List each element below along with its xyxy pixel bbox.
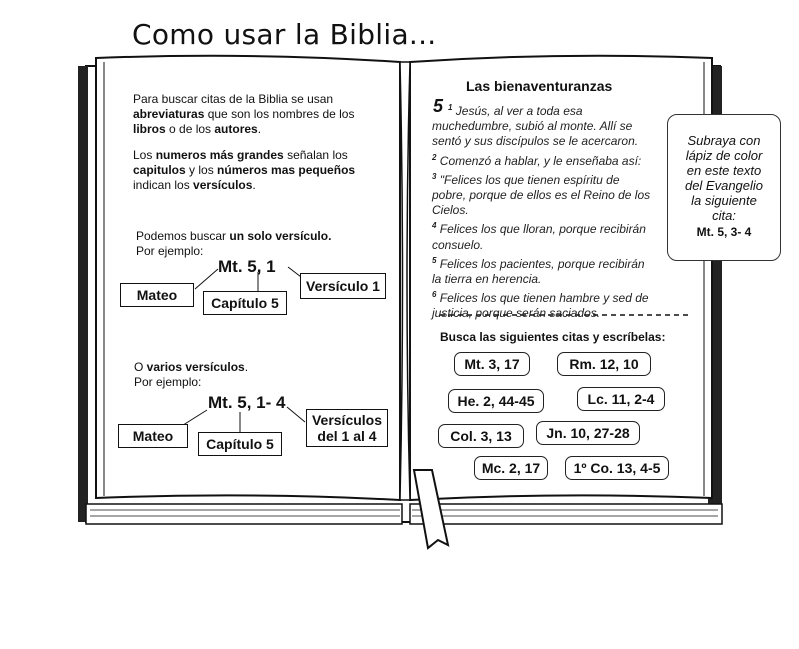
verse-number: 4 (432, 221, 437, 231)
verse-number: 3 (432, 171, 437, 181)
chapter-number: 5 (433, 96, 444, 116)
verse-number: 1 (448, 103, 453, 112)
verse-line: $^2$ Comenzó a hablar, y le enseñaba así: (432, 152, 642, 168)
citation-box: Rm. 12, 10 (557, 352, 651, 376)
verse-line: muchedumbre, subió al monte. Allí se (432, 119, 633, 134)
verse-number: 2 (432, 152, 437, 162)
note-line: del Evangelio (684, 178, 764, 193)
instruction-note (667, 114, 781, 261)
citation-box: Col. 3, 13 (438, 424, 524, 448)
multiple-reference: Mt. 5, 1- 4 (208, 393, 286, 412)
verse-line: $^5$ Felices los pacientes, porque recibirán (432, 255, 645, 271)
note-line: en este texto (686, 163, 762, 178)
section-heading: Las bienaventuranzas (466, 78, 613, 94)
note-line: Subraya con (687, 133, 761, 148)
exercise-title: Busca las siguientes citas y escríbelas: (440, 330, 666, 344)
citation-box: Mc. 2, 17 (474, 456, 548, 480)
note-reference: Mt. 5, 3- 4 (696, 225, 752, 239)
page-title: Como usar la Biblia... (132, 18, 437, 51)
book-label: Mateo (120, 283, 194, 307)
intro-text: Para buscar citas de la Biblia se usan abreviaturas que son los nombres de los libros o de los autores. (133, 92, 355, 136)
verse-line: la tierra en herencia. (432, 272, 542, 287)
verse-number: 5 (432, 255, 437, 265)
verse-label: Versículo 1 (300, 273, 386, 299)
verse-line: pobre, porque de ellos es el Reino de los (432, 188, 651, 203)
citation-box: 1º Co. 13, 4-5 (565, 456, 669, 480)
verse-line: $^6$ Felices los que tienen hambre y sed de (432, 290, 649, 306)
chapter-label: Capítulo 5 (198, 432, 282, 456)
citation-box: Mt. 3, 17 (454, 352, 530, 376)
verse-line: consuelo. (432, 237, 484, 252)
verse-line: Cielos. (432, 203, 469, 218)
citation-box: He. 2, 44-45 (448, 389, 544, 413)
gospel-text (432, 100, 662, 322)
verse-line: $^1$ Jesús, al ver a toda esa (448, 103, 583, 118)
numbers-explanation: Los numeros más grandes señalan los capitulos y los números mas pequeños indican los versículos. (133, 148, 356, 192)
note-line: lápiz de color (685, 148, 763, 163)
chapter-label: Capítulo 5 (203, 291, 287, 315)
verse-line: justicia, porque serán saciados. (432, 306, 601, 321)
multiple-verses-text: O varios versículos. Por ejemplo: (134, 360, 249, 389)
verses-range-label: Versículos del 1 al 4 (306, 409, 388, 447)
verse-line: $^4$ Felices los que lloran, porque recibirán (432, 221, 646, 237)
citation-box: Jn. 10, 27-28 (536, 421, 640, 445)
citation-box: Lc. 11, 2-4 (577, 387, 665, 411)
note-line: cita: (712, 208, 736, 223)
verse-line: sentó y sus discípulos se le acercaron. (432, 134, 639, 149)
single-verse-text: Podemos buscar un solo versículo. Por ejemplo: (136, 229, 332, 258)
book-label: Mateo (118, 424, 188, 448)
verse-number: 6 (432, 290, 437, 300)
note-line: la siguiente (691, 193, 757, 208)
single-reference: Mt. 5, 1 (218, 257, 276, 276)
verse-line: $^3$ "Felices los que tienen espíritu de (432, 171, 620, 187)
